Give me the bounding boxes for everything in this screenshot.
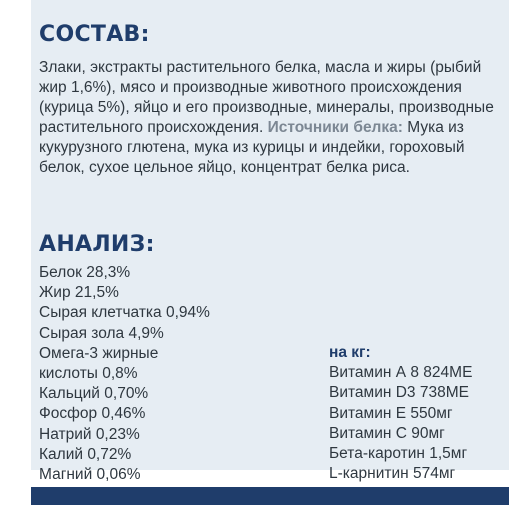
per-kg-label: на кг: [329,344,371,361]
composition-heading: СОСТАВ: [39,22,150,47]
analysis-item-ash: Сырая зола 4,9% [39,324,164,342]
composition-text [39,58,501,178]
per-kg-item-vitamin-c: Витамин С 90мг [329,424,445,442]
per-kg-item-vitamin-d3: Витамин D3 738МЕ [329,384,469,402]
per-kg-item-vitamin-a: Витамин А 8 824МЕ [329,364,473,382]
analysis-heading: АНАЛИЗ: [39,232,155,257]
analysis-item-calcium: Кальций 0,70% [39,385,149,403]
analysis-item-magnesium: Магний 0,06% [39,466,141,484]
analysis-item-sodium: Натрий 0,23% [39,425,140,443]
analysis-item-phosphorus: Фосфор 0,46% [39,405,146,423]
analysis-item-fiber: Сырая клетчатка 0,94% [39,304,210,322]
analysis-list [39,263,210,485]
analysis-item-fat: Жир 21,5% [39,284,119,302]
per-kg-item-beta-carotene: Бета-каротин 1,5мг [329,445,468,463]
per-kg-item-vitamin-e: Витамин Е 550мг [329,404,453,422]
analysis-item-omega3-line2: кислоты 0,8% [39,365,138,383]
analysis-item-omega3-line1: Омега-3 жирные [39,344,159,362]
per-kg-list [329,343,472,484]
per-kg-item-l-carnitine: L-карнитин 574мг [329,465,456,483]
composition-ingredients: Злаки, экстракты растительного белка, масла и жиры (рыбий жир 1,6%), мясо и производные животного происхождения (курица 5%), яйцо и его производные, минералы, производные растительного происхождения. [39,59,494,136]
analysis-item-protein: Белок 28,3% [39,264,131,281]
bottom-bar [31,487,509,505]
analysis-item-potassium: Калий 0,72% [39,445,132,463]
protein-sources-label: Источники белка: [267,119,403,136]
protein-sources-text: Мука из кукурузного глютена, мука из курицы и индейки, гороховый белок, сухое цельное яйцо, концентрат белка риса. [39,119,465,176]
